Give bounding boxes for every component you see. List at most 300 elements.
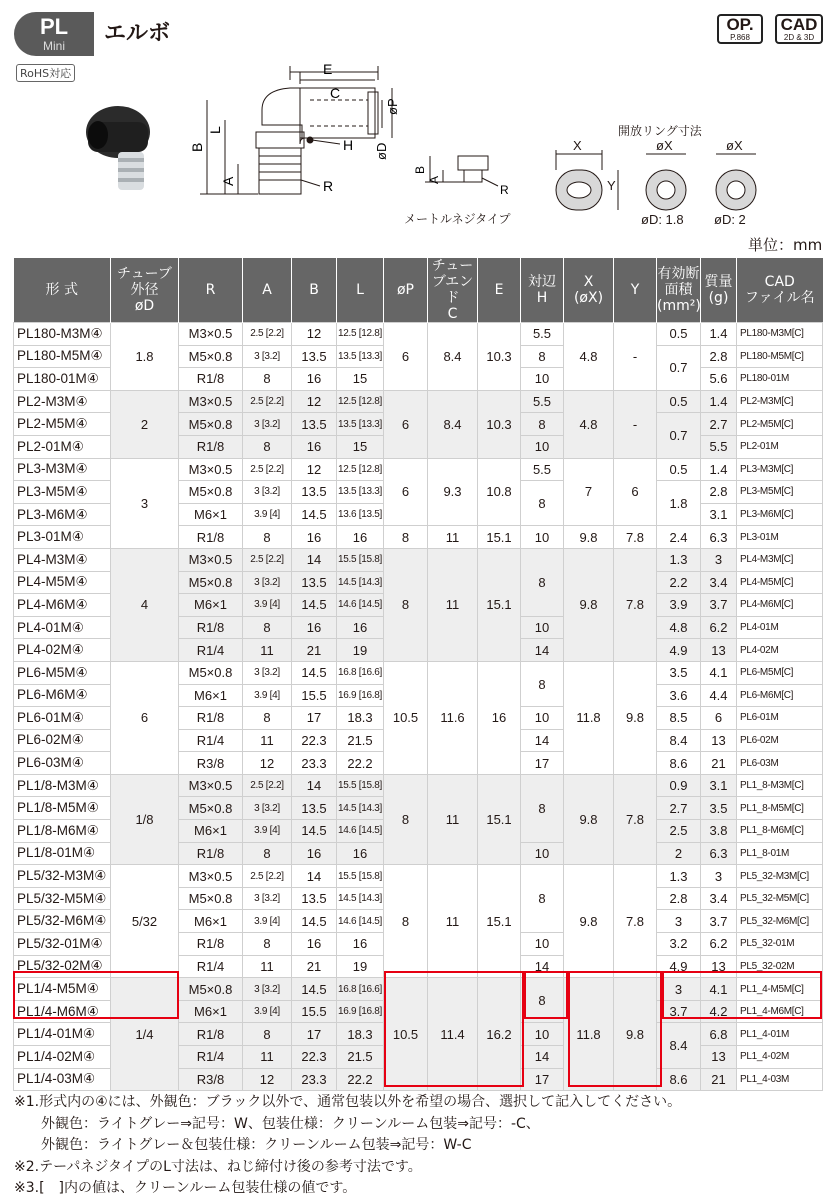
table-cell: 3.9 [4] <box>243 1000 292 1023</box>
elbow-drawing <box>200 66 392 194</box>
table-cell: 3 [3.2] <box>243 571 292 594</box>
table-cell: 15 <box>337 435 384 458</box>
cad-file-cell[interactable]: PL1_4-03M <box>737 1068 823 1091</box>
table-cell: 4.2 <box>701 1000 737 1023</box>
table-cell: 3.2 <box>657 933 701 956</box>
table-row <box>14 323 823 346</box>
table-cell: 3 [3.2] <box>243 481 292 504</box>
table-cell: 6.8 <box>701 1023 737 1046</box>
cad-file-cell[interactable]: PL3-M3M[C] <box>737 458 823 481</box>
table-cell: M6×1 <box>179 910 243 933</box>
table-cell: 0.5 <box>657 323 701 346</box>
model-number-cell: PL4-M6M④ <box>14 594 111 617</box>
table-cell: R1/8 <box>179 526 243 549</box>
table-cell: 3.9 [4] <box>243 594 292 617</box>
model-number-cell: PL1/8-M6M④ <box>14 820 111 843</box>
table-cell: R1/8 <box>179 616 243 639</box>
col-header: E <box>478 258 521 323</box>
table-cell: 0.5 <box>657 458 701 481</box>
cad-file-cell[interactable]: PL1_8-M6M[C] <box>737 820 823 843</box>
col-header: CAD ファイル名 <box>737 258 823 323</box>
table-cell: 16.9 [16.8] <box>337 1000 384 1023</box>
table-cell: 3 <box>111 458 179 548</box>
cad-file-cell[interactable]: PL4-M3M[C] <box>737 548 823 571</box>
table-cell: 8.5 <box>657 707 701 730</box>
cad-file-cell[interactable]: PL2-M5M[C] <box>737 413 823 436</box>
dim-L: L <box>207 126 223 134</box>
model-number-cell: PL5/32-M6M④ <box>14 910 111 933</box>
table-cell: 11 <box>428 774 478 864</box>
table-cell: 9.3 <box>428 458 478 526</box>
table-cell: 14.5 [14.3] <box>337 571 384 594</box>
cad-file-cell[interactable]: PL6-M6M[C] <box>737 684 823 707</box>
table-cell: 3.5 <box>657 661 701 684</box>
table-cell: 8 <box>384 526 428 549</box>
table-cell: 5.5 <box>521 390 564 413</box>
op-badge[interactable] <box>717 14 763 44</box>
table-cell: 14.5 <box>292 820 337 843</box>
table-cell: 16 <box>292 435 337 458</box>
cad-file-cell[interactable]: PL2-01M <box>737 435 823 458</box>
table-cell: 8 <box>243 707 292 730</box>
table-cell: 12.5 [12.8] <box>337 458 384 481</box>
cad-file-cell[interactable]: PL6-01M <box>737 707 823 730</box>
cad-file-cell[interactable]: PL2-M3M[C] <box>737 390 823 413</box>
table-cell: M3×0.5 <box>179 323 243 346</box>
table-cell: M5×0.8 <box>179 413 243 436</box>
table-cell: 19 <box>337 639 384 662</box>
table-cell: 10 <box>521 842 564 865</box>
table-cell: 23.3 <box>292 752 337 775</box>
table-cell: 16 <box>337 526 384 549</box>
table-cell: 8 <box>243 616 292 639</box>
table-cell: 3 [3.2] <box>243 413 292 436</box>
table-cell: 12.5 [12.8] <box>337 323 384 346</box>
table-cell: 15.1 <box>478 526 521 549</box>
table-cell: 8 <box>521 548 564 616</box>
table-cell: 21 <box>701 752 737 775</box>
table-cell: 8.4 <box>657 1023 701 1068</box>
ring-ox-label-2: øX <box>726 138 743 153</box>
ring-y-label: Y <box>607 178 616 193</box>
table-cell: 13 <box>701 639 737 662</box>
model-number-cell: PL4-01M④ <box>14 616 111 639</box>
table-cell: - <box>614 390 657 458</box>
table-cell: 8 <box>521 481 564 526</box>
table-cell: R1/8 <box>179 368 243 391</box>
op-page: P.868 <box>730 33 750 42</box>
note-1: ※1.形式内の④には、外観色：ブラック以外で、通常包装以外を希望の場合、選択して記入してください。 <box>14 1094 682 1110</box>
dim-B-small: B <box>413 165 427 174</box>
table-cell: 3.1 <box>701 503 737 526</box>
table-cell: 0.5 <box>657 390 701 413</box>
table-cell: 21.5 <box>337 1046 384 1069</box>
table-cell: 0.7 <box>657 345 701 390</box>
table-cell: 10.3 <box>478 390 521 458</box>
cad-file-cell[interactable]: PL1_8-M5M[C] <box>737 797 823 820</box>
table-cell: 2.8 <box>657 887 701 910</box>
cad-file-cell[interactable]: PL5_32-M3M[C] <box>737 865 823 888</box>
table-cell: 8 <box>521 978 564 1023</box>
ring-title: 開放リング寸法 <box>618 124 702 138</box>
cad-file-cell[interactable]: PL1_4-02M <box>737 1046 823 1069</box>
col-header: R <box>179 258 243 323</box>
note-3: ※3.[ ]内の値は、クリーンルーム包装仕様の値です。 <box>14 1180 357 1196</box>
table-cell: 3 [3.2] <box>243 797 292 820</box>
table-cell: 16 <box>292 933 337 956</box>
table-row <box>14 774 823 797</box>
col-header: Y <box>614 258 657 323</box>
table-cell: 13.6 [13.5] <box>337 503 384 526</box>
table-cell: 2.7 <box>657 797 701 820</box>
table-cell: 14.5 <box>292 978 337 1001</box>
col-header: L <box>337 258 384 323</box>
table-cell: 8 <box>521 413 564 436</box>
table-cell: 16.2 <box>478 978 521 1091</box>
table-body <box>14 323 823 1091</box>
model-number-cell: PL5/32-M3M④ <box>14 865 111 888</box>
table-cell: 8 <box>243 933 292 956</box>
cad-file-cell[interactable]: PL5_32-M5M[C] <box>737 887 823 910</box>
table-cell: 16.8 [16.6] <box>337 978 384 1001</box>
model-number-cell: PL1/8-M5M④ <box>14 797 111 820</box>
note-2: ※2.テーパネジタイプのL寸法は、ねじ締付け後の参考寸法です。 <box>14 1158 422 1175</box>
cad-file-cell[interactable]: PL6-02M <box>737 729 823 752</box>
cad-file-cell[interactable]: PL1_8-01M <box>737 842 823 865</box>
table-cell: M6×1 <box>179 594 243 617</box>
rohs-badge: RoHS対応 <box>16 64 75 82</box>
table-cell: 3.4 <box>701 571 737 594</box>
model-number-cell: PL4-M3M④ <box>14 548 111 571</box>
note-1-a: 外観色：ライトグレー⇒記号：W、包装仕様：クリーンルーム包装⇒記号：-C、 <box>41 1115 540 1132</box>
table-cell: 13.5 [13.3] <box>337 345 384 368</box>
col-header: A <box>243 258 292 323</box>
table-cell: 4.4 <box>701 684 737 707</box>
table-cell: 3 <box>657 978 701 1001</box>
table-cell: 15 <box>337 368 384 391</box>
table-cell: 6.2 <box>701 933 737 956</box>
table-cell: 2.5 [2.2] <box>243 390 292 413</box>
cad-file-cell[interactable]: PL6-03M <box>737 752 823 775</box>
table-cell: 3.9 [4] <box>243 503 292 526</box>
table-cell: 17 <box>292 1023 337 1046</box>
table-cell: M3×0.5 <box>179 865 243 888</box>
model-number-cell: PL180-01M④ <box>14 368 111 391</box>
table-cell: 2 <box>111 390 179 458</box>
table-cell: 12 <box>292 458 337 481</box>
model-number-cell: PL1/4-03M④ <box>14 1068 111 1091</box>
table-cell: 6.3 <box>701 842 737 865</box>
cad-file-cell[interactable]: PL1_4-01M <box>737 1023 823 1046</box>
col-header: チューブ外径 øD <box>111 258 179 323</box>
table-cell: 4.8 <box>564 390 614 458</box>
table-cell: 12 <box>243 1068 292 1091</box>
cad-file-cell[interactable]: PL4-01M <box>737 616 823 639</box>
col-header: 形 式 <box>14 258 111 323</box>
table-cell: M6×1 <box>179 1000 243 1023</box>
table-cell: 15.1 <box>478 774 521 864</box>
model-number-cell: PL2-M5M④ <box>14 413 111 436</box>
cad-file-cell[interactable]: PL4-M5M[C] <box>737 571 823 594</box>
table-cell: 10 <box>521 1023 564 1046</box>
table-cell: 15.1 <box>478 865 521 978</box>
table-cell: 5.6 <box>701 368 737 391</box>
table-cell: 8.4 <box>428 390 478 458</box>
table-cell: 11 <box>243 1046 292 1069</box>
cad-file-cell[interactable]: PL4-02M <box>737 639 823 662</box>
dim-E: E <box>323 61 333 77</box>
table-cell: 2.8 <box>701 481 737 504</box>
dim-C: C <box>330 85 341 101</box>
table-cell: 9.8 <box>564 774 614 864</box>
cad-file-cell[interactable]: PL1_4-M5M[C] <box>737 978 823 1001</box>
table-cell: M3×0.5 <box>179 458 243 481</box>
unit-label: 単位：mm <box>748 236 823 254</box>
table-cell: 10 <box>521 368 564 391</box>
table-cell: 3.6 <box>657 684 701 707</box>
table-cell: 13 <box>701 955 737 978</box>
table-cell: 21 <box>701 1068 737 1091</box>
table-cell: 22.3 <box>292 729 337 752</box>
table-cell: 18.3 <box>337 707 384 730</box>
table-cell: 4 <box>111 548 179 661</box>
model-number-cell: PL180-M3M④ <box>14 323 111 346</box>
table-cell: 14 <box>521 639 564 662</box>
model-number-cell: PL2-01M④ <box>14 435 111 458</box>
table-cell: 22.3 <box>292 1046 337 1069</box>
table-cell: R1/8 <box>179 933 243 956</box>
table-cell: 13.5 <box>292 481 337 504</box>
table-cell: 22.2 <box>337 752 384 775</box>
table-cell: 6.3 <box>701 526 737 549</box>
table-cell: 14 <box>521 1046 564 1069</box>
table-cell: 8 <box>521 774 564 842</box>
dimension-drawing <box>0 60 830 260</box>
model-number-cell: PL6-M5M④ <box>14 661 111 684</box>
table-cell: 11.6 <box>428 661 478 774</box>
table-cell: 14.5 <box>292 503 337 526</box>
table-cell: R1/8 <box>179 1023 243 1046</box>
table-cell: 16 <box>337 933 384 956</box>
table-cell: 14.6 [14.5] <box>337 594 384 617</box>
cad-file-cell[interactable]: PL4-M6M[C] <box>737 594 823 617</box>
table-cell: R3/8 <box>179 752 243 775</box>
cad-file-cell[interactable]: PL1_8-M3M[C] <box>737 774 823 797</box>
table-cell: 3.7 <box>657 1000 701 1023</box>
table-cell: 18.3 <box>337 1023 384 1046</box>
table-cell: 6 <box>111 661 179 774</box>
table-cell: M6×1 <box>179 503 243 526</box>
table-cell: 1.4 <box>701 390 737 413</box>
table-cell: 10.8 <box>478 458 521 526</box>
table-cell: 7.8 <box>614 526 657 549</box>
table-cell: 6 <box>384 390 428 458</box>
table-cell: 2.5 [2.2] <box>243 323 292 346</box>
table-cell: 14 <box>521 729 564 752</box>
series-code: PL <box>39 14 69 39</box>
table-cell: 3 [3.2] <box>243 661 292 684</box>
table-cell: 10 <box>521 616 564 639</box>
table-cell: 2.5 [2.2] <box>243 458 292 481</box>
table-cell: 4.8 <box>564 323 614 391</box>
table-cell: 13 <box>701 729 737 752</box>
table-cell: 1/4 <box>111 978 179 1091</box>
table-cell: M5×0.8 <box>179 797 243 820</box>
table-cell: 5/32 <box>111 865 179 978</box>
model-number-cell: PL1/4-M6M④ <box>14 1000 111 1023</box>
table-header <box>14 258 823 323</box>
cad-file-cell[interactable]: PL5_32-M6M[C] <box>737 910 823 933</box>
cad-file-cell[interactable]: PL1_4-M6M[C] <box>737 1000 823 1023</box>
dim-H: H <box>343 137 354 153</box>
table-row <box>14 978 823 1001</box>
table-cell: M6×1 <box>179 820 243 843</box>
table-cell: 3.9 [4] <box>243 910 292 933</box>
table-cell: 11.8 <box>564 661 614 774</box>
table-cell: 8 <box>384 865 428 978</box>
table-cell: 1.4 <box>701 323 737 346</box>
cad-file-cell[interactable]: PL180-M3M[C] <box>737 323 823 346</box>
table-cell: 8 <box>243 526 292 549</box>
table-cell: 1.8 <box>657 481 701 526</box>
table-cell: 7 <box>564 458 614 526</box>
table-cell: 10.5 <box>384 661 428 774</box>
table-cell: 15.5 <box>292 1000 337 1023</box>
table-row <box>14 661 823 684</box>
table-cell: 4.9 <box>657 955 701 978</box>
table-cell: 8 <box>521 345 564 368</box>
table-cell: 3.7 <box>701 594 737 617</box>
table-cell: 10 <box>521 933 564 956</box>
table-cell: M6×1 <box>179 684 243 707</box>
header <box>0 0 830 60</box>
table-cell: 9.8 <box>614 978 657 1091</box>
col-header: øP <box>384 258 428 323</box>
dim-D: øD <box>374 142 389 160</box>
table-cell: 14 <box>292 548 337 571</box>
cad-file-cell[interactable]: PL6-M5M[C] <box>737 661 823 684</box>
table-cell: 7.8 <box>614 865 657 978</box>
table-cell: 8.4 <box>428 323 478 391</box>
table-cell: 9.8 <box>614 661 657 774</box>
table-cell: 13.5 <box>292 797 337 820</box>
table-cell: 16 <box>337 616 384 639</box>
table-cell: 5.5 <box>521 458 564 481</box>
cad-file-cell[interactable]: PL180-01M <box>737 368 823 391</box>
op-label: OP. <box>726 15 754 34</box>
table-cell: 15.1 <box>478 548 521 661</box>
table-cell: R1/8 <box>179 435 243 458</box>
table-row <box>14 865 823 888</box>
model-number-cell: PL5/32-02M④ <box>14 955 111 978</box>
table-cell: 16 <box>292 526 337 549</box>
table-cell: 15.5 [15.8] <box>337 865 384 888</box>
table-cell: 2.5 [2.2] <box>243 774 292 797</box>
table-cell: R1/4 <box>179 955 243 978</box>
table-cell: 14 <box>292 865 337 888</box>
table-cell: 3.1 <box>701 774 737 797</box>
cad-file-cell[interactable]: PL3-01M <box>737 526 823 549</box>
table-cell: 2.4 <box>657 526 701 549</box>
table-cell: 2.5 [2.2] <box>243 548 292 571</box>
ring-d1-label: øD: 1.8 <box>641 212 684 227</box>
table-cell: 8.6 <box>657 752 701 775</box>
table-cell: M5×0.8 <box>179 345 243 368</box>
table-cell: 11 <box>428 526 478 549</box>
table-cell: 8 <box>521 865 564 933</box>
table-cell: 2.8 <box>701 345 737 368</box>
table-cell: 3.7 <box>701 910 737 933</box>
table-cell: 15.5 <box>292 684 337 707</box>
table-cell: 3.9 [4] <box>243 684 292 707</box>
table-cell: 14.5 <box>292 910 337 933</box>
table-cell: 8 <box>243 842 292 865</box>
table-cell: 14 <box>292 774 337 797</box>
cad-file-cell[interactable]: PL3-M6M[C] <box>737 503 823 526</box>
table-cell: 8.4 <box>657 729 701 752</box>
table-cell: 8 <box>243 368 292 391</box>
table-cell: 1/8 <box>111 774 179 864</box>
table-cell: R1/8 <box>179 707 243 730</box>
table-cell: 1.8 <box>111 323 179 391</box>
table-cell: 9.8 <box>564 526 614 549</box>
cad-sub: 2D & 3D <box>783 33 815 42</box>
table-cell: 3.9 <box>657 594 701 617</box>
table-cell: M5×0.8 <box>179 481 243 504</box>
table-cell: 15.5 [15.8] <box>337 774 384 797</box>
cad-file-cell[interactable]: PL3-M5M[C] <box>737 481 823 504</box>
table-cell: 9.8 <box>564 548 614 661</box>
table-cell: 10 <box>521 707 564 730</box>
table-cell: M3×0.5 <box>179 390 243 413</box>
table-cell: 7.8 <box>614 774 657 864</box>
table-cell: 3.4 <box>701 887 737 910</box>
table-cell: 3.9 [4] <box>243 820 292 843</box>
table-cell: 4.8 <box>657 616 701 639</box>
table-cell: M5×0.8 <box>179 661 243 684</box>
ring-drawings <box>556 170 756 210</box>
table-cell: 2.5 <box>657 820 701 843</box>
table-cell: 14.5 <box>292 661 337 684</box>
model-number-cell: PL5/32-01M④ <box>14 933 111 956</box>
cad-file-cell[interactable]: PL5_32-01M <box>737 933 823 956</box>
table-cell: 8 <box>243 435 292 458</box>
cad-file-cell[interactable]: PL5_32-02M <box>737 955 823 978</box>
table-cell: 8 <box>243 1023 292 1046</box>
table-cell: 6.2 <box>701 616 737 639</box>
ring-x-label: X <box>573 138 582 153</box>
cad-badge[interactable] <box>775 14 823 44</box>
table-cell: 17 <box>521 1068 564 1091</box>
model-number-cell: PL180-M5M④ <box>14 345 111 368</box>
dim-R: R <box>323 178 334 194</box>
model-number-cell: PL1/8-M3M④ <box>14 774 111 797</box>
model-number-cell: PL3-M5M④ <box>14 481 111 504</box>
table-cell: 13.5 <box>292 887 337 910</box>
table-cell: 2.7 <box>701 413 737 436</box>
table-cell: 19 <box>337 955 384 978</box>
table-cell: 8 <box>384 774 428 864</box>
table-cell: 6 <box>614 458 657 526</box>
table-cell: 7.8 <box>614 548 657 661</box>
table-cell: 12 <box>243 752 292 775</box>
cad-label: CAD <box>780 15 818 34</box>
table-cell: 0.7 <box>657 413 701 458</box>
table-row <box>14 458 823 481</box>
cad-file-cell[interactable]: PL180-M5M[C] <box>737 345 823 368</box>
table-cell: 11 <box>243 955 292 978</box>
table-cell: 11 <box>428 865 478 978</box>
